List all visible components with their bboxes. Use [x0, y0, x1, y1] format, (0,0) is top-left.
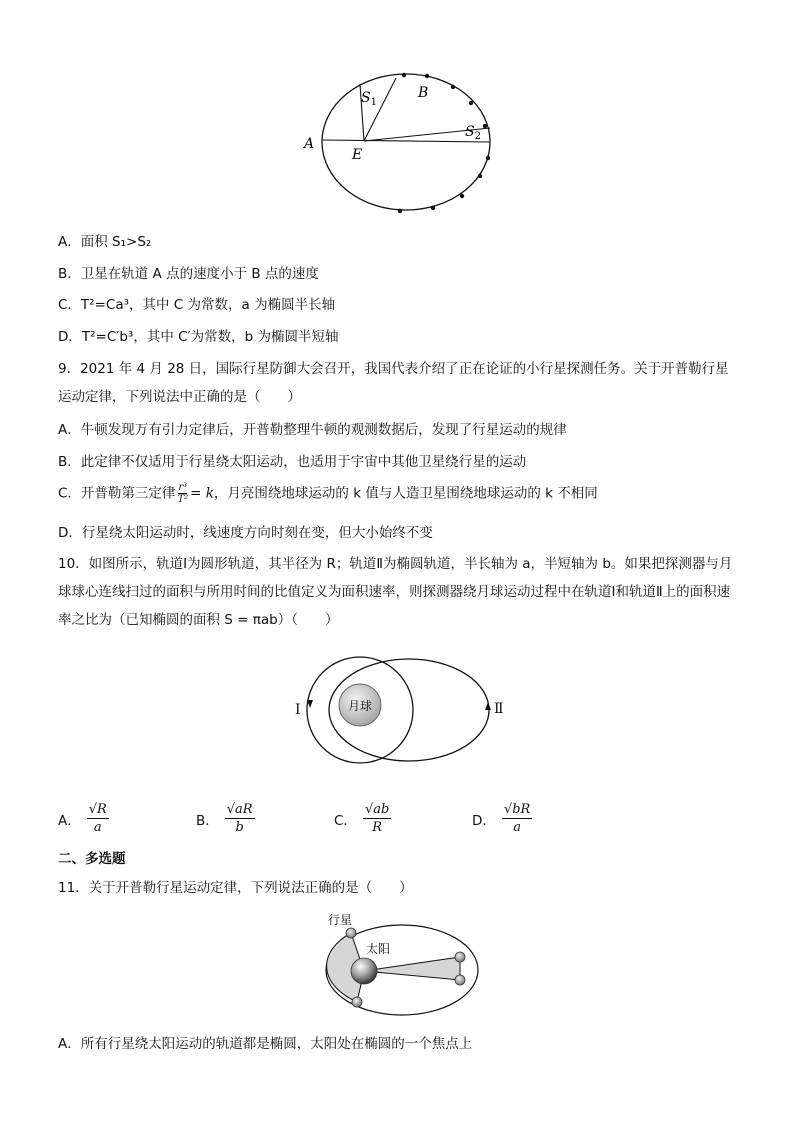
q10-option-a	[58, 802, 109, 835]
q10-option-c	[334, 802, 391, 835]
q8-option-b: B．卫星在轨道 A 点的速度小于 B 点的速度	[58, 266, 319, 282]
swept-area-right	[364, 957, 460, 980]
planet-icon	[455, 975, 465, 985]
moon-label: 月球	[347, 699, 373, 713]
q8-option-d: D．T²=C′b³，其中 C′为常数，b 为椭圆半短轴	[58, 329, 339, 345]
fraction-denominator: a	[513, 820, 521, 835]
planet-icon	[352, 997, 362, 1007]
q9-stem: 9．2021 年 4 月 28 日，国际行星防御大会召开，我国代表介绍了正在论证的小行星探测任务。关于开普勒行星运动定律，下列说法中正确的是（ ）	[58, 361, 729, 405]
sun-label: 太阳	[366, 942, 391, 956]
fraction-numerator: √bR	[503, 802, 531, 817]
fraction-denominator: b	[235, 820, 244, 835]
option-fraction	[502, 802, 532, 835]
planet-label: 行星	[328, 913, 353, 927]
label-s2: $S_2$	[465, 124, 481, 142]
option-letter: A．	[58, 812, 81, 829]
option-fraction	[363, 802, 391, 835]
label-b: B	[418, 85, 429, 101]
kepler-numerator: r³	[178, 482, 188, 493]
q11-option-a: A．所有行星绕太阳运动的轨道都是椭圆，太阳处在椭圆的一个焦点上	[58, 1036, 473, 1052]
label-e: E	[352, 147, 363, 163]
q9-option-c-prefix: C．开普勒第三定律	[58, 485, 176, 502]
option-letter: B．	[196, 812, 219, 829]
orbit-area-figure	[300, 70, 500, 216]
moon-orbit-figure	[290, 654, 510, 768]
kepler-equals-k: = k	[190, 485, 214, 502]
fraction-denominator: R	[372, 820, 383, 835]
fraction-numerator: √ab	[364, 802, 390, 817]
q9-option-c	[58, 482, 598, 505]
q10-stem: 10．如图所示，轨道Ⅰ为圆形轨道，其半径为 R；轨道Ⅱ为椭圆轨道，半长轴为 a，半短轴为 b。如果把探测器与月球球心连线扫过的面积与所用时间的比值定义为面积速率，则探测器绕月球运动过程中在轨道Ⅰ和轨道Ⅱ上的面积速率之比为（已知椭圆的面积 S = πab）（ ）	[58, 556, 733, 628]
q9-option-a: A．牛顿发现万有引力定律后，开普勒整理牛顿的观测数据后，发现了行星运动的规律	[58, 422, 567, 438]
orbit1-label: Ⅰ	[295, 702, 301, 718]
label-s1: $S_1$	[361, 90, 377, 108]
kepler-fraction	[177, 482, 188, 505]
option-letter: C．	[334, 812, 357, 829]
q9-option-d: D．行星绕太阳运动时，线速度方向时刻在变，但大小始终不变	[58, 525, 433, 541]
fraction-denominator: a	[93, 820, 102, 835]
satellite-points	[398, 73, 490, 213]
orbit2-arrow-icon	[485, 702, 491, 710]
kepler-denominator: T²	[177, 494, 189, 505]
fraction-numerator: √R	[88, 802, 107, 817]
section-title: 二、多选题	[58, 851, 126, 867]
q10-option-b	[196, 802, 255, 835]
planet-icon	[346, 928, 356, 938]
planet-icon	[455, 952, 465, 962]
orbit2-label: Ⅱ	[494, 701, 504, 717]
q9-option-c-suffix: ，月亮围绕地球运动的 k 值与人造卫星围绕地球运动的 k 不相同	[213, 485, 598, 502]
option-letter: D．	[472, 812, 496, 829]
q10-option-d	[472, 802, 532, 835]
q11-stem: 11．关于开普勒行星运动定律，下列说法正确的是（ ）	[58, 880, 413, 896]
option-fraction	[87, 802, 109, 835]
option-fraction	[225, 802, 255, 835]
q8-option-a: A．面积 S₁>S₂	[58, 234, 152, 250]
q8-option-c: C．T²=Ca³，其中 C 为常数，a 为椭圆半长轴	[58, 297, 336, 313]
fraction-numerator: √aR	[226, 802, 253, 817]
label-a: A	[304, 136, 315, 152]
kepler-second-law-figure	[320, 908, 480, 1018]
sun-icon	[351, 958, 377, 984]
q9-option-b: B．此定律不仅适用于行星绕太阳运动，也适用于宇宙中其他卫星绕行星的运动	[58, 454, 527, 470]
